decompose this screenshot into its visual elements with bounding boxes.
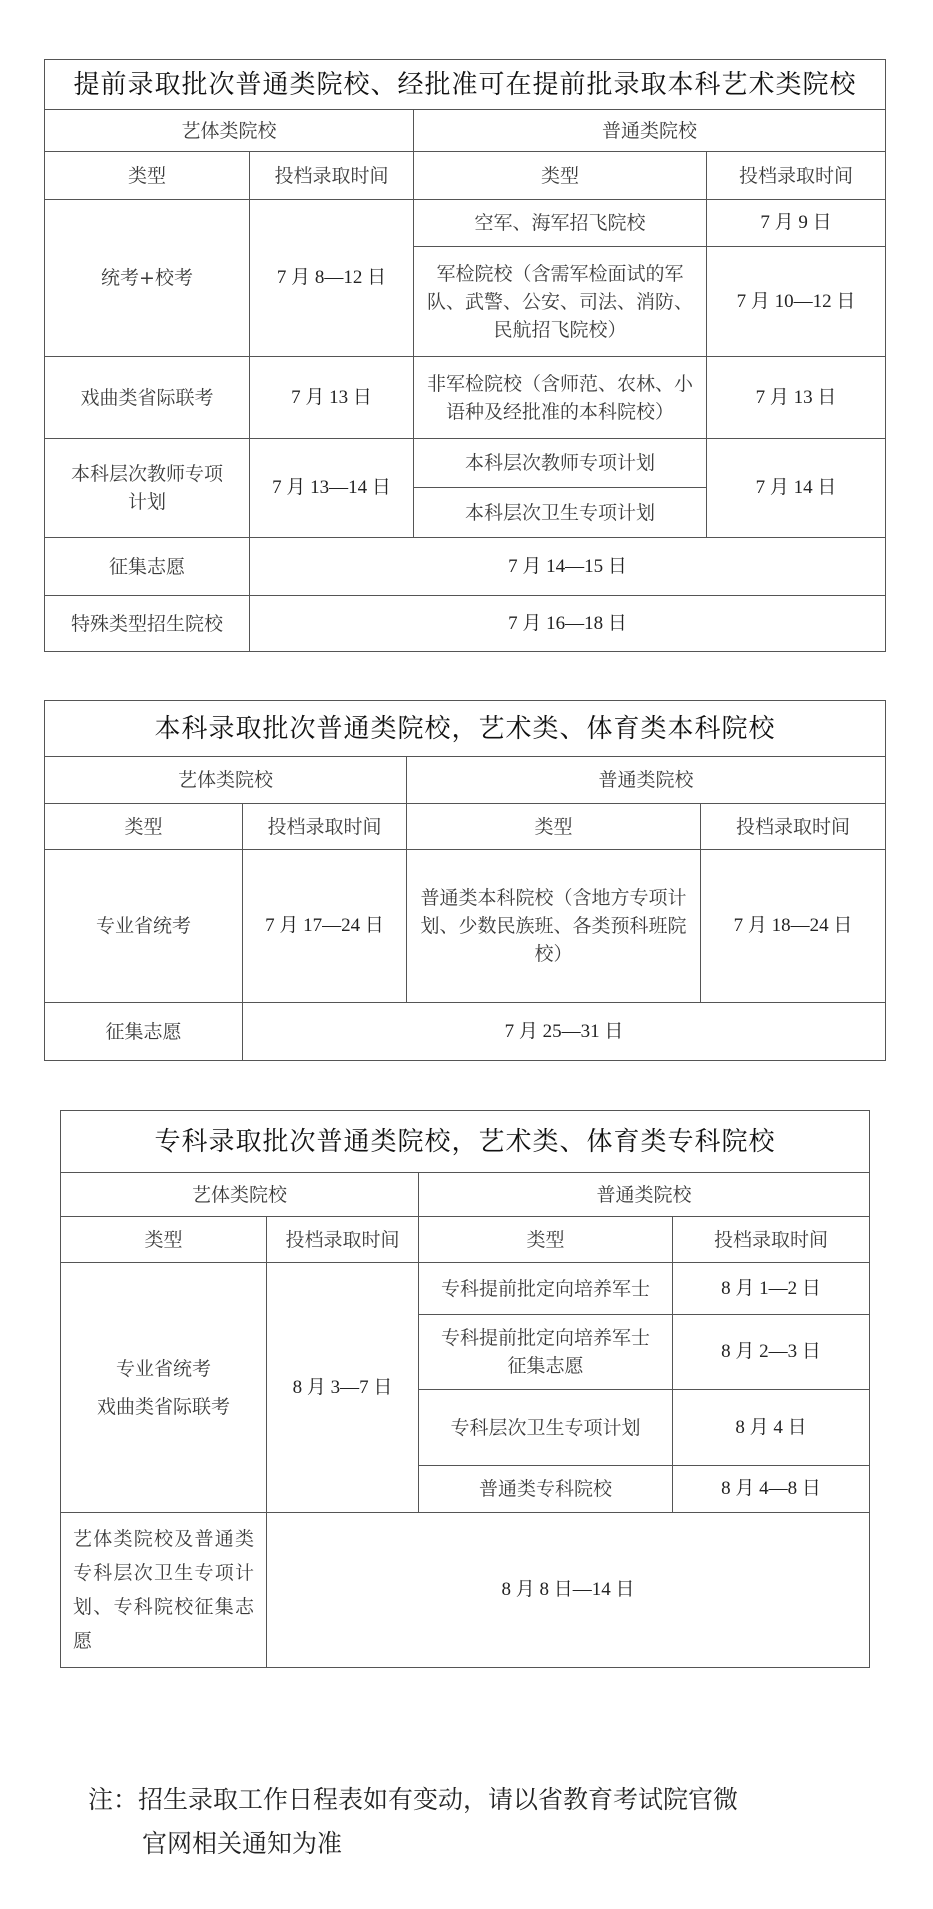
general-type-cell: 普通类专科院校	[419, 1466, 673, 1513]
art-schools-header: 艺体类院校	[45, 757, 407, 804]
col-type: 类型	[61, 1217, 267, 1263]
row-time: 7 月 25—31 日	[243, 1003, 886, 1061]
table-early-admission	[44, 59, 886, 652]
row-label: 征集志愿	[45, 1003, 243, 1061]
general-time-cell: 7 月 14 日	[707, 439, 886, 538]
col-time: 投档录取时间	[707, 152, 886, 200]
general-schools-header: 普通类院校	[419, 1173, 870, 1217]
table-title: 本科录取批次普通类院校，艺术类、体育类本科院校	[45, 701, 886, 757]
table-junior-college-admission	[60, 1110, 870, 1668]
row-label: 特殊类型招生院校	[45, 596, 250, 652]
col-type: 类型	[414, 152, 707, 200]
general-type-cell: 普通类本科院校（含地方专项计划、少数民族班、各类预科班院校）	[407, 850, 701, 1003]
general-schools-header: 普通类院校	[414, 110, 886, 152]
art-type-cell: 本科层次教师专项计划	[45, 439, 250, 538]
general-type-cell: 空军、海军招飞院校	[414, 200, 707, 247]
art-type-cell: 戏曲类省际联考	[45, 357, 250, 439]
art-time-cell: 7 月 13 日	[250, 357, 414, 439]
col-time: 投档录取时间	[250, 152, 414, 200]
art-schools-header: 艺体类院校	[61, 1173, 419, 1217]
art-time-cell: 7 月 13—14 日	[250, 439, 414, 538]
col-type: 类型	[45, 804, 243, 850]
table-title: 提前录取批次普通类院校、经批准可在提前批录取本科艺术类院校	[45, 60, 886, 110]
general-time-cell: 8 月 2—3 日	[673, 1315, 870, 1390]
general-type-cell: 专科提前批定向培养军士征集志愿	[419, 1315, 673, 1390]
art-type-cell: 统考+校考	[45, 200, 250, 357]
col-type: 类型	[419, 1217, 673, 1263]
general-time-cell: 7 月 18—24 日	[701, 850, 886, 1003]
general-time-cell: 8 月 4 日	[673, 1390, 870, 1466]
row-label: 艺体类院校及普通类专科层次卫生专项计划、专科院校征集志愿	[61, 1513, 267, 1668]
art-type-cell	[61, 1263, 267, 1513]
art-type-line: 专业省统考	[115, 1357, 211, 1380]
footnote-line: 注：招生录取工作日程表如有变动，请以省教育考试院官微	[88, 1785, 739, 1814]
general-type-cell: 本科层次卫生专项计划	[414, 487, 706, 537]
col-type: 类型	[45, 152, 250, 200]
general-schools-header: 普通类院校	[407, 757, 886, 804]
col-time: 投档录取时间	[701, 804, 886, 850]
general-type-cell: 非军检院校（含师范、农林、小语种及经批准的本科院校）	[414, 357, 707, 439]
art-type-line: 戏曲类省际联考	[96, 1395, 230, 1418]
table-title: 专科录取批次普通类院校，艺术类、体育类专科院校	[61, 1111, 870, 1173]
row-label: 征集志愿	[45, 538, 250, 596]
col-time: 投档录取时间	[673, 1217, 870, 1263]
row-time: 7 月 14—15 日	[250, 538, 886, 596]
table-undergraduate-admission	[44, 700, 886, 1061]
col-time: 投档录取时间	[243, 804, 407, 850]
row-time: 7 月 16—18 日	[250, 596, 886, 652]
general-time-cell: 8 月 4—8 日	[673, 1466, 870, 1513]
general-type-cell: 军检院校（含需军检面试的军队、武警、公安、司法、消防、民航招飞院校）	[414, 247, 707, 357]
general-type-cell: 专科提前批定向培养军士	[419, 1263, 673, 1315]
col-time: 投档录取时间	[267, 1217, 419, 1263]
footnote	[88, 1778, 888, 1866]
general-type-cell: 专科层次卫生专项计划	[419, 1390, 673, 1466]
footnote-line: 官网相关通知为准	[142, 1829, 343, 1858]
art-type-cell: 专业省统考	[45, 850, 243, 1003]
general-type-split-cell	[414, 439, 707, 538]
art-time-cell: 8 月 3—7 日	[267, 1263, 419, 1513]
art-time-cell: 7 月 8—12 日	[250, 200, 414, 357]
art-schools-header: 艺体类院校	[45, 110, 414, 152]
general-time-cell: 7 月 10—12 日	[707, 247, 886, 357]
row-time: 8 月 8 日—14 日	[267, 1513, 870, 1668]
general-time-cell: 8 月 1—2 日	[673, 1263, 870, 1315]
general-time-cell: 7 月 13 日	[707, 357, 886, 439]
general-time-cell: 7 月 9 日	[707, 200, 886, 247]
art-time-cell: 7 月 17—24 日	[243, 850, 407, 1003]
col-type: 类型	[407, 804, 701, 850]
general-type-cell: 本科层次教师专项计划	[464, 452, 655, 474]
